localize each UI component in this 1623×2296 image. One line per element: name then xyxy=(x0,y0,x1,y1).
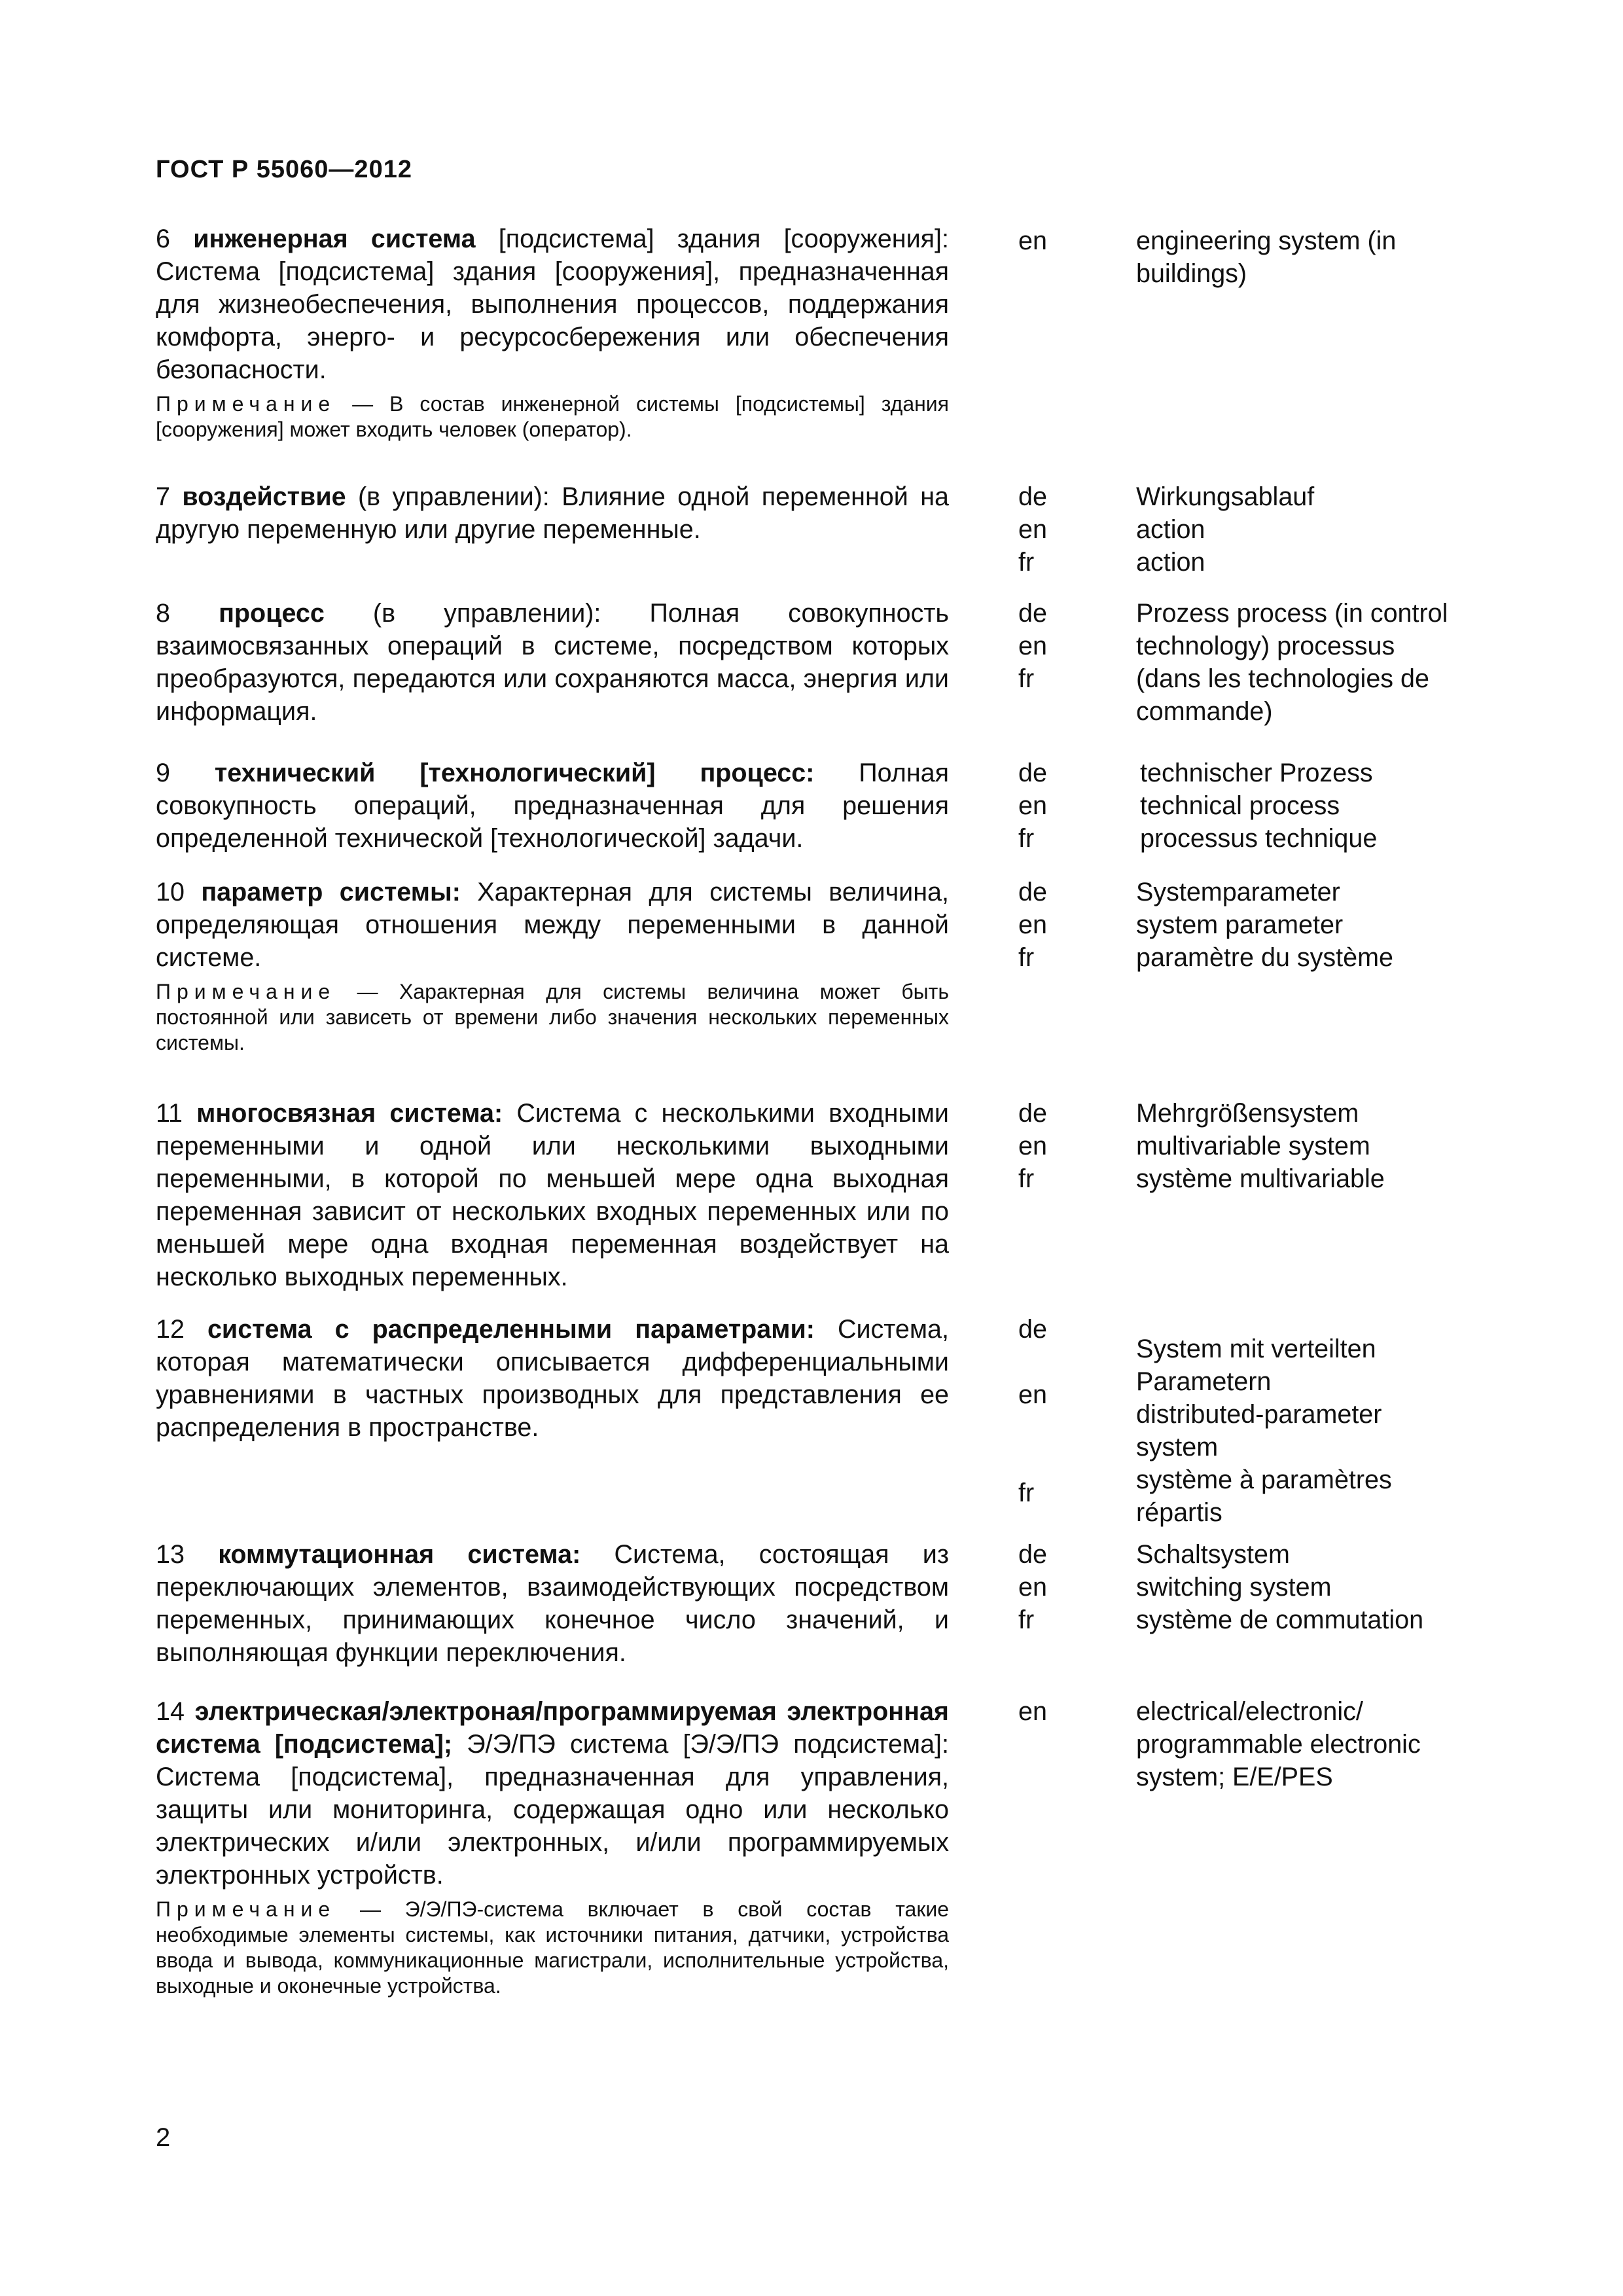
definition-text: Система с несколькими входными переменными и одной или несколькими выходными переменными, в которой по меньшей мере одна выходная переменная зависит от нескольких входных переменных или по меньшей мере одна входная переменная воздействует на несколько выходных переменных. xyxy=(156,1099,949,1291)
equivalent-term: System mit verteilten xyxy=(1136,1335,1376,1363)
foreign-equivalents xyxy=(1136,1695,1503,1793)
term-name: многосвязная система: xyxy=(196,1099,503,1128)
language-code: de xyxy=(1018,1540,1047,1569)
note xyxy=(156,979,949,1056)
language-code: en xyxy=(1018,1573,1047,1602)
term-name: параметр системы: xyxy=(201,878,461,906)
term-name: процесс xyxy=(219,599,325,628)
equivalent-term: système à paramètres xyxy=(1136,1465,1392,1494)
language-code: en xyxy=(1018,1697,1047,1726)
language-codes xyxy=(1018,757,1110,855)
equivalent-term: Systemparameter xyxy=(1136,878,1340,906)
language-code: de xyxy=(1018,878,1047,906)
language-code-spacer xyxy=(1018,1444,1110,1477)
definition-text: Система, состоящая из переключающих элементов, взаимодействующих посредством переменных, принимающих конечное число значений, и выполняющая функции переключения. xyxy=(156,1540,949,1667)
equivalent-term: action xyxy=(1136,515,1205,544)
definition-text: (в управлении): Полная совокупность взаимосвязанных операций в системе, посредством которых преобразуются, передаются или сохраняются масса, энергия или информация. xyxy=(156,599,949,726)
equivalent-term: system parameter xyxy=(1136,910,1344,939)
equivalent-term: programmable electronic xyxy=(1136,1730,1421,1759)
equivalent-term: system; E/E/PES xyxy=(1136,1763,1333,1791)
page-number: 2 xyxy=(156,2123,171,2152)
term-name: коммутационная система: xyxy=(218,1540,581,1569)
language-codes xyxy=(1018,1538,1110,1636)
language-code: de xyxy=(1018,1099,1047,1128)
equivalent-term: répartis xyxy=(1136,1498,1222,1527)
language-codes xyxy=(1018,876,1110,974)
term-name: технический [технологический] процесс: xyxy=(214,759,815,787)
definition xyxy=(156,1538,949,1669)
foreign-equivalents xyxy=(1136,876,1503,974)
term-number: 6 xyxy=(156,224,170,253)
definition xyxy=(156,757,949,855)
language-code: fr xyxy=(1018,824,1035,853)
equivalent-term: processus technique xyxy=(1140,824,1378,853)
equivalent-term: système de commutation xyxy=(1136,1605,1424,1634)
foreign-equivalents xyxy=(1136,1538,1503,1636)
language-code: en xyxy=(1018,910,1047,939)
language-code: de xyxy=(1018,482,1047,511)
definition xyxy=(156,480,949,546)
equivalent-term: electrical/electronic/ xyxy=(1136,1697,1363,1726)
equivalent-term: multivariable system xyxy=(1136,1132,1370,1160)
language-code-spacer xyxy=(1018,1346,1110,1378)
foreign-equivalents xyxy=(1136,597,1503,728)
language-code: fr xyxy=(1018,664,1035,693)
definition-text: (в управлении): Влияние одной переменной на другую переменную или другие переменные. xyxy=(156,482,949,544)
term-name: система с распределенными параметрами: xyxy=(207,1315,815,1344)
equivalent-term: Wirkungsablauf xyxy=(1136,482,1315,511)
term-number: 11 xyxy=(156,1099,183,1128)
language-code: fr xyxy=(1018,1164,1035,1193)
language-codes xyxy=(1018,480,1110,579)
equivalent-term: commande) xyxy=(1136,697,1273,726)
language-code: fr xyxy=(1018,1479,1035,1507)
term-name: воздействие xyxy=(182,482,346,511)
foreign-equivalents xyxy=(1136,1300,1503,1529)
equivalent-term: action xyxy=(1136,548,1205,577)
note xyxy=(156,391,949,442)
term-number: 8 xyxy=(156,599,170,628)
equivalent-term: technischer Prozess xyxy=(1140,759,1373,787)
definition xyxy=(156,223,949,442)
note-label: Примечание xyxy=(156,392,336,416)
definition-text: Характерная для системы величина, определяющая отношения между переменными в данной системе. xyxy=(156,878,949,972)
term-name: инженерная система xyxy=(193,224,476,253)
language-code: de xyxy=(1018,1315,1047,1344)
equivalent-term: système multivariable xyxy=(1136,1164,1385,1193)
note-text: — Э/Э/ПЭ-система включает в свой состав такие необходимые элементы системы, как источники питания, датчики, устройства ввода и вывода, коммуникационные магистрали, исполнительные устройства, выходные и оконечные устройства. xyxy=(156,1897,949,1998)
equivalent-term: (dans les technologies de xyxy=(1136,664,1429,693)
definition-text: [подсистема] здания [сооружения]: Система [подсистема] здания [сооружения], предназначенная для жизнеобеспечения, выполнения процессов, поддержания комфорта, энерго- и ресурсосбережения или обеспечения безопасности. xyxy=(156,224,949,384)
definition xyxy=(156,597,949,728)
definition xyxy=(156,1097,949,1293)
equivalent-term: Parametern xyxy=(1136,1367,1272,1396)
equivalent-term: system xyxy=(1136,1433,1219,1462)
definition-text: Э/Э/ПЭ система [Э/Э/ПЭ подсистема]: Система [подсистема], предназначенная для управления, защиты или мониторинга, содержащая одно или несколько электрических и/или электронных, и/или программируемых электронных устройств. xyxy=(156,1730,950,1890)
language-code: de xyxy=(1018,759,1047,787)
language-code: fr xyxy=(1018,548,1035,577)
equivalent-term: Prozess process (in control xyxy=(1136,599,1448,628)
language-code: en xyxy=(1018,226,1047,255)
note-text: — Характерная для системы величина может быть постоянной или зависеть от времени либо значения нескольких переменных системы. xyxy=(156,980,949,1054)
equivalent-term: Mehrgrößensystem xyxy=(1136,1099,1359,1128)
foreign-equivalents xyxy=(1136,1097,1503,1195)
language-code: en xyxy=(1018,1380,1047,1409)
equivalent-term: switching system xyxy=(1136,1573,1332,1602)
language-code: fr xyxy=(1018,1605,1035,1634)
definition-text: Система, которая математически описывается дифференциальными уравнениями в частных производных для представления ее распределения в пространстве. xyxy=(156,1315,949,1442)
term-number: 12 xyxy=(156,1315,185,1344)
language-code: de xyxy=(1018,599,1047,628)
language-codes xyxy=(1018,1097,1110,1195)
definition xyxy=(156,876,949,1056)
term-number: 13 xyxy=(156,1540,185,1569)
language-codes xyxy=(1018,1313,1110,1509)
language-code: fr xyxy=(1018,943,1035,972)
note xyxy=(156,1897,949,1999)
equivalent-term: paramètre du système xyxy=(1136,943,1393,972)
definition-text: Полная совокупность операций, предназначенная для решения определенной технической [технологической] задачи. xyxy=(156,759,950,853)
document-header: ГОСТ Р 55060—2012 xyxy=(156,156,412,183)
language-codes xyxy=(1018,597,1110,695)
definition xyxy=(156,1695,949,1999)
language-code: en xyxy=(1018,515,1047,544)
foreign-equivalents xyxy=(1140,757,1507,855)
term-number: 9 xyxy=(156,759,170,787)
term-number: 7 xyxy=(156,482,170,511)
term-name: электрическая/электроная/программируемая электронная система [подсистема]; xyxy=(156,1697,949,1759)
equivalent-term: technology) processus xyxy=(1136,632,1395,660)
foreign-equivalents xyxy=(1136,224,1503,290)
equivalent-term-spacer xyxy=(1136,1300,1503,1333)
equivalent-term: buildings) xyxy=(1136,259,1247,288)
equivalent-term: Schaltsystem xyxy=(1136,1540,1290,1569)
equivalent-term: engineering system (in xyxy=(1136,226,1397,255)
language-codes xyxy=(1018,224,1110,257)
foreign-equivalents xyxy=(1136,480,1503,579)
language-code: en xyxy=(1018,632,1047,660)
term-number: 10 xyxy=(156,878,185,906)
note-text: — В состав инженерной системы [подсистемы] здания [сооружения] может входить человек (оператор). xyxy=(156,392,949,441)
equivalent-term: technical process xyxy=(1140,791,1340,820)
language-code: en xyxy=(1018,1132,1047,1160)
language-codes xyxy=(1018,1695,1110,1728)
note-label: Примечание xyxy=(156,1897,336,1921)
note-label: Примечание xyxy=(156,980,336,1003)
definition xyxy=(156,1313,949,1444)
language-code: en xyxy=(1018,791,1047,820)
term-number: 14 xyxy=(156,1697,185,1726)
equivalent-term: distributed-parameter xyxy=(1136,1400,1382,1429)
language-code-spacer xyxy=(1018,1411,1110,1444)
